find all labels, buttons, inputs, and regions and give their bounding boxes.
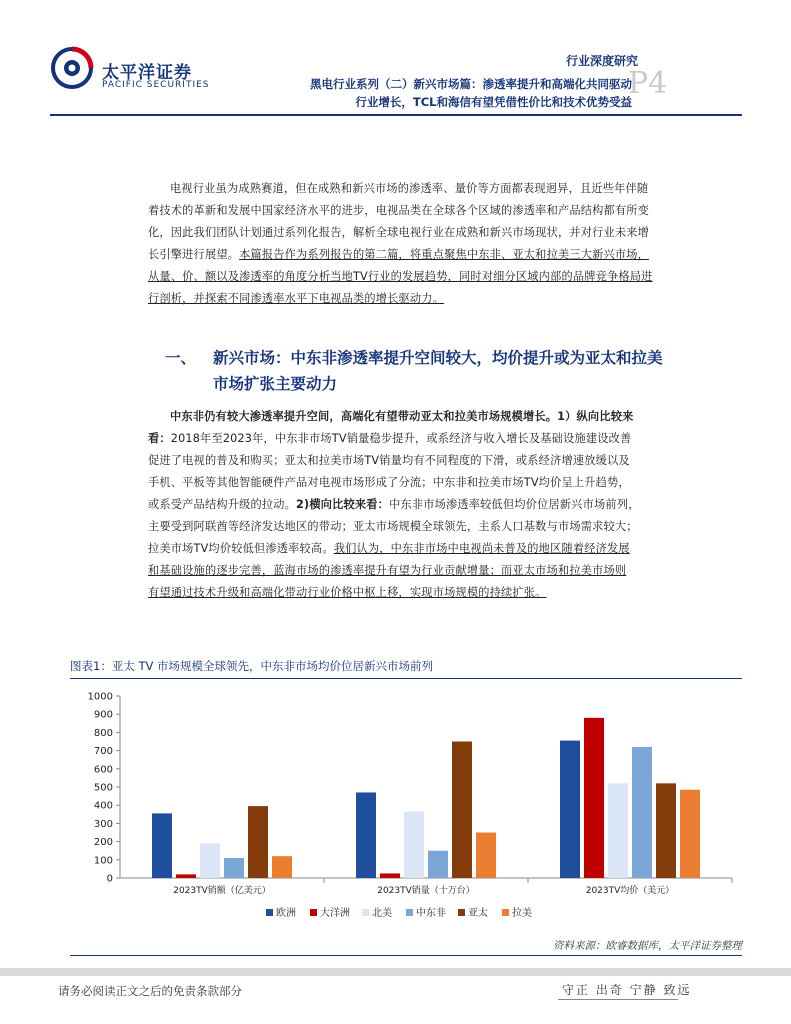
bar-中东非 [428,851,448,878]
intro-paragraph [148,178,738,310]
x-category-label: 2023TV销量（十万台） [377,886,475,896]
body-text: 2018年至2023年，中东非市场TV销量稳步提升，或系经济与收入增长及基础设施建设改善 [170,432,632,445]
legend-label: 北美 [372,908,392,919]
footer-band [0,968,791,976]
body-text: 拉美市场TV均价较低但渗透率较高。 [148,542,334,555]
body-highlight: 我们认为，中东非市场中电视尚未普及的地区随着经济发展 [333,542,630,555]
footer-motto-underline [558,999,678,1000]
bar-大洋洲 [380,873,400,878]
bar-欧洲 [152,813,172,878]
body-line [148,428,738,450]
bar-拉美 [476,833,496,879]
intro-line: 电视行业虽为成熟赛道，但在成熟和新兴市场的渗透率、量价等方面都表现迥异，且近些年伴随 [170,182,649,195]
y-tick-label: 700 [93,746,113,758]
bar-亚太 [248,806,268,878]
section-number: 一、 [165,349,197,367]
legend-label: 中东非 [416,908,446,919]
figure-source: 资料来源：欧睿数据库，太平洋证券整理 [553,940,742,952]
body-paragraph [148,406,738,604]
y-tick-label: 600 [93,764,113,776]
y-tick-label: 900 [93,709,113,721]
bar-北美 [404,812,424,878]
y-tick-label: 200 [93,837,113,849]
body-line: 主要受到阿联酋等经济发达地区的带动；亚太市场规模全球领先，主系人口基数与市场需求较大； [148,520,638,533]
body-bold: 看： [148,432,171,445]
intro-line: 行剖析，并探索不同渗透率水平下电视品类的增长驱动力。 [148,292,445,305]
figure-title: 图表1：亚太 TV 市场规模全球领先，中东非市场均价位居新兴市场前列 [70,654,742,679]
y-tick-label: 500 [93,782,113,794]
logo-company-name-en: PACIFIC SECURITIES [102,80,210,90]
section-heading-line2: 市场扩张主要动力 [213,375,338,393]
legend-label: 欧洲 [276,908,296,919]
bar-北美 [608,783,628,878]
legend-swatch-中东非 [406,909,413,916]
bar-亚太 [452,742,472,879]
logo-company-name: 太平洋证券 [102,63,192,83]
footer-disclaimer: 请务必阅读正文之后的免责条款部分 [58,984,242,998]
report-type-label: 行业深度研究 [566,54,639,68]
x-category-label: 2023TV均价（美元） [585,886,675,896]
section-heading [165,346,663,368]
bar-中东非 [224,858,244,878]
page-number: P4 [628,66,668,101]
body-bold: 2)横向比较来看： [296,498,390,511]
y-tick-label: 1000 [87,691,113,703]
body-line: 中东非仍有较大渗透率提升空间，高端化有望带动亚太和拉美市场规模增长。1）纵向比较来 [170,410,634,423]
legend-swatch-拉美 [502,909,509,916]
bar-北美 [200,843,220,878]
intro-highlight: 本篇报告作为系列报告的第二篇，将重点聚焦中东非、亚太和拉美三大新兴市场， [239,248,650,261]
bar-中东非 [632,747,652,878]
y-tick-label: 100 [93,855,113,867]
legend-swatch-大洋洲 [310,909,317,916]
intro-text: 长引擎进行展望。 [148,248,240,261]
x-category-label: 2023TV销额（亿美元） [173,886,271,896]
logo-mark-icon [50,46,94,90]
bar-大洋洲 [584,718,604,878]
y-tick-label: 400 [93,800,113,812]
bar-拉美 [272,856,292,878]
body-text: 中东非市场渗透率较低但均价位居新兴市场前列， [389,498,640,511]
legend-swatch-北美 [362,909,369,916]
body-text: 或系受产品结构升级的拉动。 [148,498,297,511]
intro-line: 着技术的革新和发展中国家经济水平的进步，电视品类在全球各个区域的渗透率和产品结构都有所变 [148,204,650,217]
body-line [148,538,738,560]
legend-swatch-欧洲 [266,909,273,916]
y-tick-label: 0 [106,873,113,885]
bar-欧洲 [356,792,376,878]
bar-欧洲 [560,741,580,878]
body-line: 促进了电视的普及和购买；亚太和拉美市场TV销量均有不同程度的下滑，或系经济增速放缓以及 [148,454,630,467]
section-heading-text: 新兴市场：中东非渗透率提升空间较大，均价提升或为亚太和拉美 [213,349,663,367]
report-title-line1: 黑电行业系列（二）新兴市场篇：渗透率提升和高端化共同驱动 [310,77,632,91]
legend-label: 大洋洲 [320,908,350,919]
header-divider [50,114,742,116]
body-line: 和基础设施的逐步完善，蓝海市场的渗透率提升有望为行业贡献增量；而亚太市场和拉美市场则 [148,564,627,577]
bar-大洋洲 [176,874,196,878]
bar-chart [70,686,742,926]
body-line: 手机、平板等其他智能硬件产品对电视市场形成了分流；中东非和拉美市场TV均价呈上升趋势， [148,476,630,489]
y-tick-label: 300 [93,818,113,830]
intro-line: 化，因此我们团队计划通过系列化报告，解析全球电视行业在成熟和新兴市场现状，并对行业未来增 [148,226,650,239]
legend-label: 亚太 [468,908,488,919]
intro-line: 从量、价、额以及渗透率的角度分析当地TV行业的发展趋势，同时对细分区域内部的品牌竞争格局进 [148,270,653,283]
legend-label: 拉美 [512,908,532,919]
body-line [148,494,738,516]
bar-拉美 [680,790,700,878]
bar-亚太 [656,783,676,878]
legend-swatch-亚太 [458,909,465,916]
body-line: 有望通过技术升级和高端化带动行业价格中枢上移，实现市场规模的持续扩张。 [148,586,547,599]
y-tick-label: 800 [93,727,113,739]
report-title-line2: 行业增长，TCL和海信有望凭借性价比和技术优势受益 [355,95,632,109]
footer-motto: 守正 出奇 宁静 致远 [562,983,692,997]
source-divider [70,955,742,956]
intro-line [148,244,738,266]
